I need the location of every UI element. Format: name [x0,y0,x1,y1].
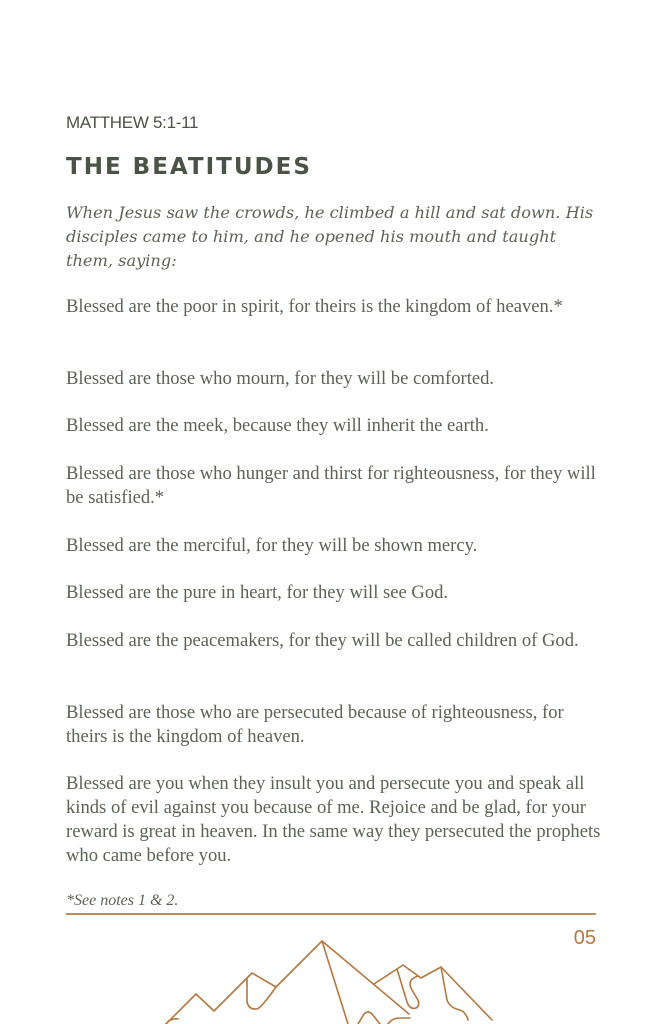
scripture-reference: MATTHEW 5:1-11 [66,113,199,132]
divider-rule [66,913,596,915]
verse-9: Blessed are you when they insult you and persecute you and speak all kinds of evil against you because of me. Rejoice and be glad, for your reward is great in heaven. In the same way they persecuted the prophets who came before you. [66,773,601,866]
verse-3: Blessed are the meek, because they will inherit the earth. [66,415,489,436]
verse-7: Blessed are the peacemakers, for they will be called children of God. [66,630,579,651]
verse-6: Blessed are the pure in heart, for they will see God. [66,582,449,603]
verse-8: Blessed are those who are persecuted because of righteousness, for theirs is the kingdom of heaven. [66,702,564,747]
verse-5: Blessed are the merciful, for they will be shown mercy. [66,535,478,556]
intro-paragraph: When Jesus saw the crowds, he climbed a hill and sat down. His disciples came to him, and he opened his mouth and taught them, saying: [66,203,594,270]
verse-2: Blessed are those who mourn, for they will be comforted. [66,368,495,389]
mountains-icon [0,930,663,1024]
page-number: 05 [573,927,596,949]
verse-4: Blessed are those who hunger and thirst for righteousness, for they will be satisfied.* [66,463,596,508]
footnote: *See notes 1 & 2. [66,892,179,909]
page-title: THE BEATITUDES [66,154,312,180]
verse-1: Blessed are the poor in spirit, for theirs is the kingdom of heaven.* [66,296,563,317]
